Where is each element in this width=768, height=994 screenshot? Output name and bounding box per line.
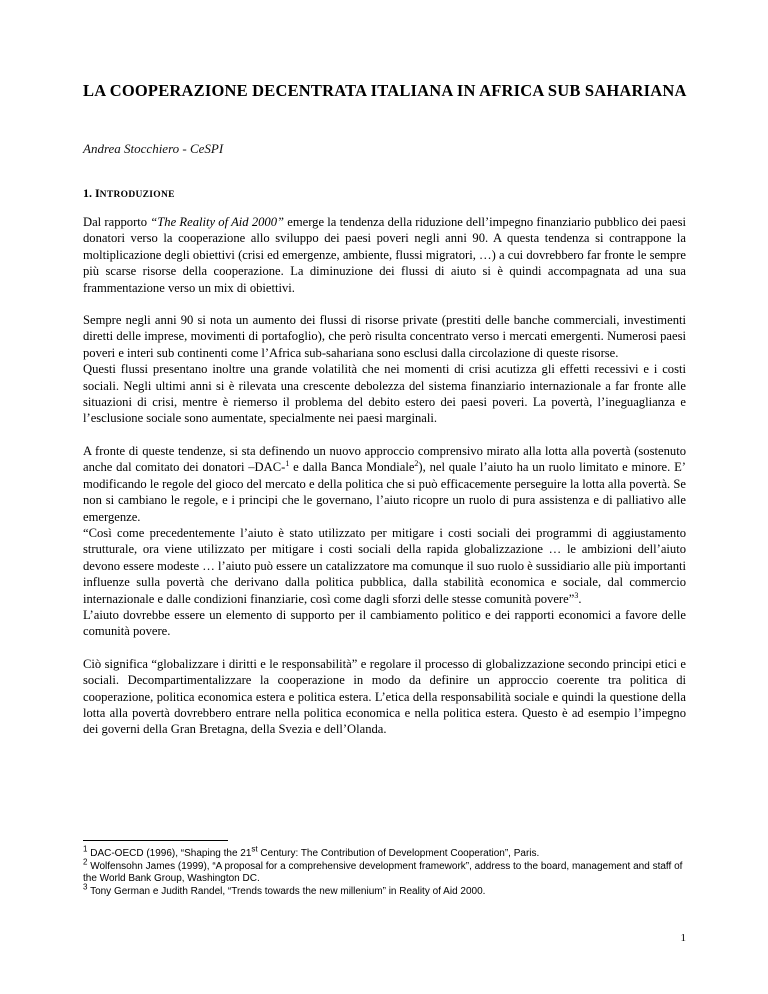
p4-text-c: ), nel quale l’aiuto ha un ruolo limitato e minore. E’ modificando le regole del gioco del mercato e della politica che si può efficacemente perseguire la lotta alla povertà. Se non si cambiano le regole, e i principi che le governano, l’aiuto ricopre un ruolo di pura assistenza e di palliativo alle emergenze. (83, 460, 687, 524)
section-first-letter: I (95, 186, 100, 200)
paragraph-1 (83, 214, 686, 296)
footnote-ref-3[interactable]: 3 (574, 590, 579, 600)
footnote-2-text: Wolfensohn James (1999), “A proposal for a comprehensive development framework”, address to the board, management and staff of the World Bank Group, Washington DC. (83, 860, 683, 885)
p5-text-b: . (578, 591, 582, 606)
paragraph-3: Questi flussi presentano inoltre una grande volatilità che nei momenti di crisi acutizza gli effetti recessivi e i costi sociali. Negli ultimi anni si è rilevata una crescente debolezza del sistema finanziario internazionale a far fronte alle situazioni di crisi, mentre è riemerso il problema del debito estero dei paesi poveri. La povertà, l’ineguaglianza e l’esclusione sociale sono aumentate, specialmente nei paesi marginali. (83, 362, 686, 426)
footnote-ref-1[interactable]: 1 (285, 459, 290, 469)
document-title: LA COOPERAZIONE DECENTRATA ITALIANA IN AFRICA SUB SAHARIANA (83, 81, 687, 100)
author-line: Andrea Stocchiero - CeSPI (83, 141, 224, 156)
footnote-1-text-b: Century: The Contribution of Development Cooperation”, Paris. (257, 848, 540, 859)
section-heading (83, 186, 175, 201)
paragraph-6: L’aiuto dovrebbe essere un elemento di supporto per il cambiamento politico e dei rapporti economici a favore delle comunità povere. (83, 607, 686, 639)
p5-text-a: “Così come precedentemente l’aiuto è stato utilizzato per mitigare i costi sociali dei programmi di aggiustamento strutturale, ora viene utilizzato per mitigare i costi sociali della rapida globalizzazione … le ambizioni dell’aiuto devono essere modeste … l’aiuto può essere un catalizzatore ma comunque il suo ruolo è sussidiario alle più importanti influenze sulla povertà che derivano dalla politica pubblica, dalla stabilità economica e sociale, dal commercio internazionale e dalle condizioni finanziarie, così come dagli sforzi delle stesse comunità povere” (83, 525, 686, 606)
footnote-3 (83, 882, 686, 899)
footnotes (83, 844, 686, 898)
footnote-marker-3: 3 (83, 882, 88, 892)
paragraph-5-quote (83, 525, 686, 607)
report-title-italic: “The Reality of Aid 2000” (150, 215, 285, 229)
footnote-1-ordinal: st (251, 844, 258, 854)
footnote-marker-1: 1 (83, 844, 88, 854)
p4-text-b: e dalla Banca Mondiale (289, 460, 415, 475)
section-title-rest: NTRODUZIONE (99, 190, 175, 200)
footnote-2 (83, 857, 686, 886)
footnote-separator (83, 840, 228, 841)
section-number: 1. (83, 186, 92, 200)
page-number: 1 (680, 932, 686, 944)
footnote-ref-2[interactable]: 2 (414, 459, 419, 469)
p1-text-c: emerge la tendenza della riduzione dell’impegno finanziario pubblico dei paesi donatori verso la cooperazione allo sviluppo dei paesi poveri negli anni 90. A questa tendenza si contrappone la moltiplicazione degli obiettivi (crisi ed emergenze, ambiente, flussi migratori, …) a cui dovrebbero far fronte le sempre più scarse risorse della cooperazione. La diminuzione dei flussi di aiuto si è quindi accompagnata ad una sua frammentazione verso un mix di obiettivi. (83, 215, 686, 295)
footnote-1-text-a: DAC-OECD (1996), “Shaping the 21 (90, 848, 252, 859)
body-text (83, 214, 686, 738)
footnote-marker-2: 2 (83, 857, 88, 867)
footnote-3-text: Tony German e Judith Randel, “Trends towards the new millenium” in Reality of Aid 2000. (90, 885, 486, 897)
paragraph-7: Ciò significa “globalizzare i diritti e le responsabilità” e regolare il processo di globalizzazione secondo principi etici e sociali. Decompartimentalizzare la cooperazione in modo da definire un approccio coerente tra politica di cooperazione, politica economica estera e politica estera. L’etica della responsabilità sociale e quindi la questione della lotta alla povertà dovrebbero entrare nella politica economica e nella politica estera. Questo è ad esempio l’impegno dei governi della Gran Bretagna, della Svezia e dell’Olanda. (83, 656, 686, 737)
p4-text-a: A fronte di queste tendenze, si sta definendo un nuovo approccio comprensivo mirato alla lotta alla povertà (sostenuto anche dal comitato dei donatori –DAC- (83, 443, 686, 475)
paragraph-2: Sempre negli anni 90 si nota un aumento dei flussi di risorse private (prestiti delle banche commerciali, investimenti diretti delle imprese, movimenti di portafoglio), che però risulta concentrato verso i mercati emergenti. Numerosi paesi poveri e interi sub continenti come l’Africa sub-sahariana sono esclusi dalla circolazione di queste risorse. (83, 313, 686, 360)
paragraph-4 (83, 443, 686, 525)
footnote-1 (83, 844, 686, 861)
p1-text-a: Dal rapporto (83, 215, 151, 229)
